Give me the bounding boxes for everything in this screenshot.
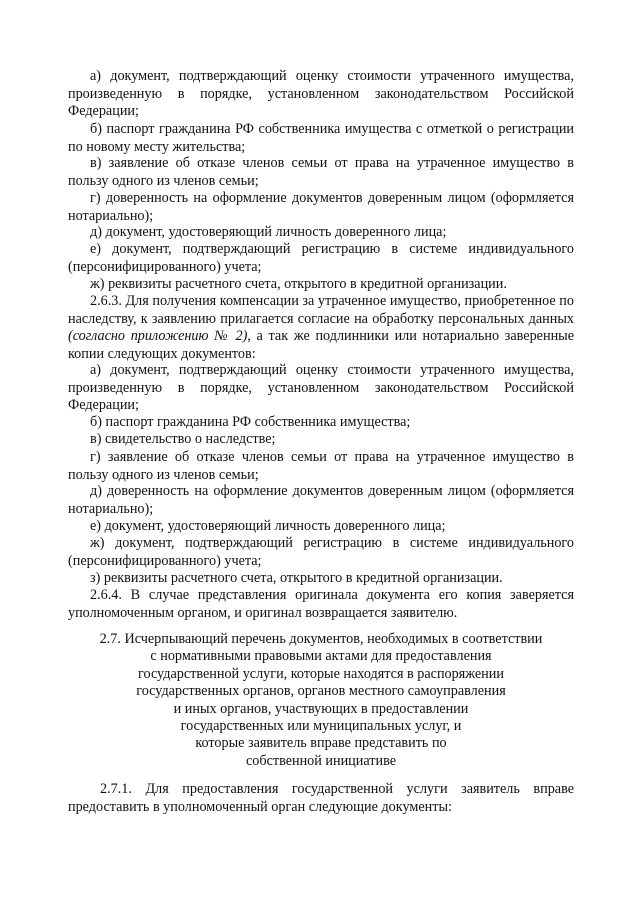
item-v-family-waiver: в) заявление об отказе членов семьи от права на утраченное имущество в пользу одного из членов семьи; xyxy=(68,155,574,189)
item-d-proxy-identity: д) документ, удостоверяющий личность доверенного лица; xyxy=(90,224,447,240)
clause-2-6-3 xyxy=(68,293,574,363)
heading-line-7: которые заявитель вправе представить по xyxy=(195,735,447,752)
heading-line-5: и иных органов, участвующих в предоставлении xyxy=(173,700,469,717)
item2-b-passport: б) паспорт гражданина РФ собственника имущества; xyxy=(90,414,411,430)
heading-line-8: собственной инициативе xyxy=(245,752,397,769)
clause-2-6-3-text-after: , а так же подлинники или нотариально заверенные копии следующих документов: xyxy=(68,328,574,362)
heading-line-1: 2.7. Исчерпывающий перечень документов, необходимых в соответствии xyxy=(99,631,543,647)
item-g-power-of-attorney: г) доверенность на оформление документов доверенным лицом (оформляется нотариально); xyxy=(68,190,574,224)
section-heading-2-7 xyxy=(68,631,574,770)
clause-2-7-1: 2.7.1. Для предоставления государственной услуги заявитель вправе предоставить в уполномоченный орган следующие документы: xyxy=(68,781,574,815)
item2-d-power-of-attorney: д) доверенность на оформление документов доверенным лицом (оформляется нотариально); xyxy=(68,483,574,517)
item-e-registration: е) документ, подтверждающий регистрацию в системе индивидуального (персонифицированного) учета; xyxy=(68,241,574,275)
item2-zh-registration: ж) документ, подтверждающий регистрацию в системе индивидуального (персонифицированного) учета; xyxy=(68,535,574,569)
item2-v-inheritance-certificate: в) свидетельство о наследстве; xyxy=(90,431,276,447)
heading-line-6: государственных или муниципальных услуг, и xyxy=(180,718,462,735)
item-zh-bank-details: ж) реквизиты расчетного счета, открытого в кредитной организации. xyxy=(90,276,507,292)
heading-line-3: государственной услуги, которые находятся в распоряжении xyxy=(138,665,504,682)
heading-line-4: государственных органов, органов местного самоуправления xyxy=(136,683,506,700)
clause-2-6-3-appendix-reference: (согласно приложению № 2) xyxy=(68,328,248,344)
item2-z-bank-details: з) реквизиты расчетного счета, открытого в кредитной организации. xyxy=(90,570,503,586)
clause-2-6-4: 2.6.4. В случае представления оригинала документа его копия заверяется уполномоченным органом, и оригинал возвращается заявителю. xyxy=(68,587,574,621)
item-a-valuation: а) документ, подтверждающий оценку стоимости утраченного имущества, произведенную в порядке, установленном законодательством Российской Федерации; xyxy=(68,68,574,119)
item2-g-family-waiver: г) заявление об отказе членов семьи от права на утраченное имущество в пользу одного из членов семьи; xyxy=(68,449,574,483)
clause-2-6-3-text-before: 2.6.3. Для получения компенсации за утраченное имущество, приобретенное по наследству, к заявлению прилагается согласие на обработку персональных данных xyxy=(68,293,574,327)
item-b-passport: б) паспорт гражданина РФ собственника имущества с отметкой о регистрации по новому месту жительства; xyxy=(68,121,574,155)
heading-line-2: с нормативными правовыми актами для предоставления xyxy=(150,648,492,665)
item2-e-proxy-identity: е) документ, удостоверяющий личность доверенного лица; xyxy=(90,518,446,534)
item2-a-valuation: а) документ, подтверждающий оценку стоимости утраченного имущества, произведенную в порядке, установленном законодательством Российской Федерации; xyxy=(68,362,574,413)
